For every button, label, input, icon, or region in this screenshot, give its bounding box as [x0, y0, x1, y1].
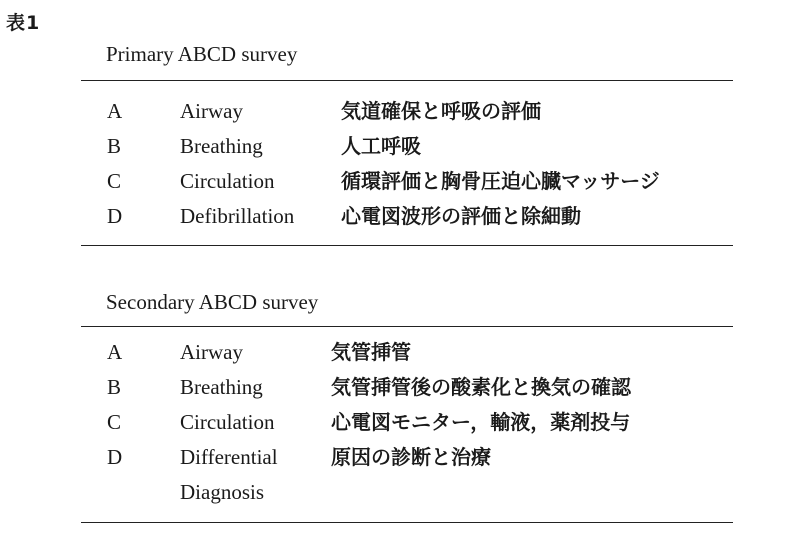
row-term: Differential [180, 445, 278, 469]
table-row-continuation [0, 475, 800, 509]
row-description: 心電図モニター，輸液，薬剤投与 [331, 410, 631, 434]
table-row [0, 405, 800, 439]
row-letter: D [107, 204, 123, 228]
row-term: Breathing [180, 134, 263, 158]
primary-survey-title: Primary ABCD survey [106, 42, 298, 66]
table-row [0, 335, 800, 369]
row-letter: A [107, 340, 123, 364]
row-letter: B [107, 134, 122, 158]
row-description: 気管挿管 [331, 340, 411, 364]
table-row [0, 440, 800, 474]
table-row [0, 199, 800, 233]
row-letter: A [107, 99, 123, 123]
row-letter: B [107, 375, 122, 399]
row-letter: D [107, 445, 123, 469]
row-term: Circulation [180, 410, 275, 434]
row-letter: C [107, 410, 122, 434]
row-description: 気道確保と呼吸の評価 [341, 99, 541, 123]
row-term: Breathing [180, 375, 263, 399]
row-description: 原因の診断と治療 [331, 445, 491, 469]
table-caption: 表1 [6, 12, 41, 34]
table-row [0, 129, 800, 163]
primary-top-rule [81, 80, 733, 81]
row-term-continuation: Diagnosis [180, 480, 264, 504]
row-description: 人工呼吸 [341, 134, 421, 158]
secondary-top-rule [81, 326, 733, 327]
secondary-survey-title: Secondary ABCD survey [106, 290, 319, 314]
row-term: Circulation [180, 169, 275, 193]
table-row [0, 164, 800, 198]
row-description: 心電図波形の評価と除細動 [341, 204, 581, 228]
table-row [0, 370, 800, 404]
row-letter: C [107, 169, 122, 193]
row-term: Defibrillation [180, 204, 295, 228]
row-description: 循環評価と胸骨圧迫心臓マッサージ [341, 169, 660, 193]
row-term: Airway [180, 99, 243, 123]
secondary-bottom-rule [81, 522, 733, 523]
primary-bottom-rule [81, 245, 733, 246]
row-description: 気管挿管後の酸素化と換気の確認 [331, 375, 631, 399]
row-term: Airway [180, 340, 243, 364]
table-row [0, 94, 800, 128]
